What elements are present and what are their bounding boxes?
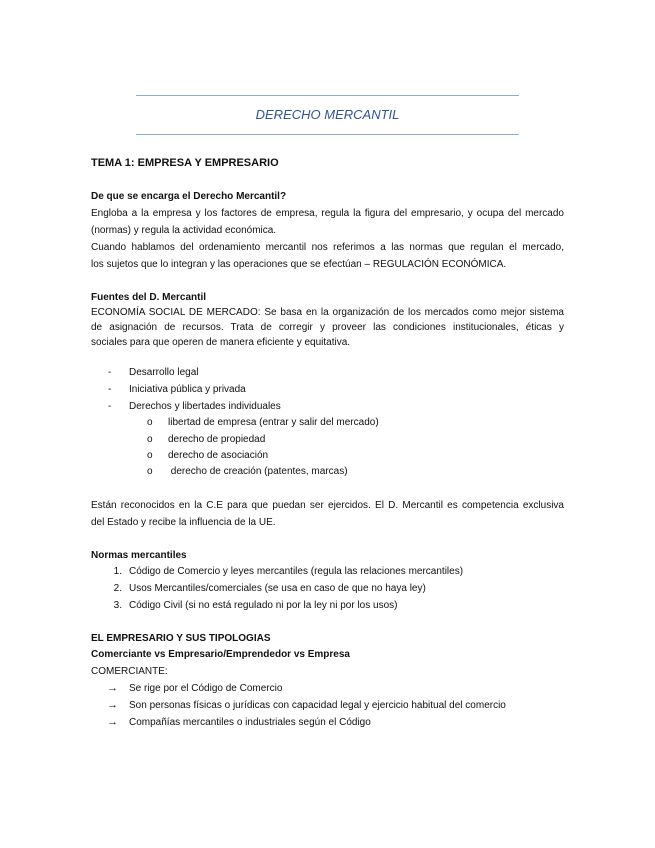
paragraph-line: (normas) y regula la actividad económica.: [91, 225, 277, 236]
sub-bullet-text: derecho de creación (patentes, marcas): [168, 466, 348, 477]
paragraph-line: sociales para que operen de manera eficiente y equitativa.: [91, 337, 351, 348]
circle-marker: o: [147, 450, 153, 461]
item-number: 2.: [113, 583, 122, 594]
circle-marker: o: [147, 466, 153, 477]
tema-heading: TEMA 1: EMPRESA Y EMPRESARIO: [91, 157, 279, 169]
sub-bullet-text: libertad de empresa (entrar y salir del mercado): [168, 417, 379, 428]
paragraph-line: de asignación de recursos. Trata de corregir y proveer las condiciones institucionales, éticas y: [91, 322, 564, 333]
bullet-text: Iniciativa pública y privada: [129, 384, 246, 395]
item-number: 3.: [113, 600, 122, 611]
section-heading-normas: Normas mercantiles: [91, 550, 187, 561]
item-number: 1.: [113, 566, 122, 577]
title-bottom-rule: [136, 134, 519, 135]
paragraph-line: Engloba a la empresa y los factores de empresa, regula la figura del empresario, y ocupa del mercado: [91, 208, 564, 219]
item-text: Código de Comercio y leyes mercantiles (regula las relaciones mercantiles): [129, 566, 464, 577]
arrow-right-icon: →: [107, 682, 118, 694]
item-text: Usos Mercantiles/comerciales (se usa en caso de que no haya ley): [129, 583, 426, 594]
paragraph-line: Cuando hablamos del ordenamiento mercantil nos referimos a las normas que regulan el mercado,: [91, 242, 564, 253]
dash-marker: -: [108, 401, 112, 412]
paragraph-line: ECONOMÍA SOCIAL DE MERCADO: Se basa en la organización de los mercados como mejor sistema: [91, 307, 564, 318]
circle-marker: o: [147, 417, 153, 428]
arrow-item-text: Compañías mercantiles o industriales según el Código: [129, 717, 371, 728]
section-heading-que-es: De que se encarga el Derecho Mercantil?: [91, 191, 287, 202]
arrow-right-icon: →: [107, 716, 118, 728]
document-title: DERECHO MERCANTIL: [255, 107, 400, 122]
section-heading-fuentes: Fuentes del D. Mercantil: [91, 292, 207, 303]
sub-bullet-text: derecho de asociación: [168, 450, 269, 461]
paragraph-line: Están reconocidos en la C.E para que puedan ser ejercidos. El D. Mercantil es competencia exclusiva: [91, 500, 564, 511]
arrow-right-icon: →: [107, 699, 118, 711]
arrow-item-text: Se rige por el Código de Comercio: [129, 683, 283, 694]
arrow-item-text: Son personas físicas o jurídicas con capacidad legal y ejercicio habitual del comercio: [129, 700, 506, 711]
paragraph-line: del Estado y recibe la influencia de la UE.: [91, 517, 276, 528]
bullet-text: Derechos y libertades individuales: [129, 401, 281, 412]
dash-marker: -: [108, 367, 112, 378]
title-top-rule: [136, 95, 519, 96]
item-text: Código Civil (si no está regulado ni por la ley ni por los usos): [129, 600, 398, 611]
bullet-text: Desarrollo legal: [129, 367, 199, 378]
dash-marker: -: [108, 384, 112, 395]
section-subheading: Comerciante vs Empresario/Emprendedor vs Empresa: [91, 649, 350, 660]
circle-marker: o: [147, 434, 153, 445]
sub-bullet-text: derecho de propiedad: [168, 434, 266, 445]
section-heading-empresario: EL EMPRESARIO Y SUS TIPOLOGIAS: [91, 633, 271, 644]
comerciante-label: COMERCIANTE:: [91, 666, 168, 677]
paragraph-line: los sujetos que lo integran y las operaciones que se efectúan – REGULACIÓN ECONÓMICA.: [91, 259, 507, 270]
